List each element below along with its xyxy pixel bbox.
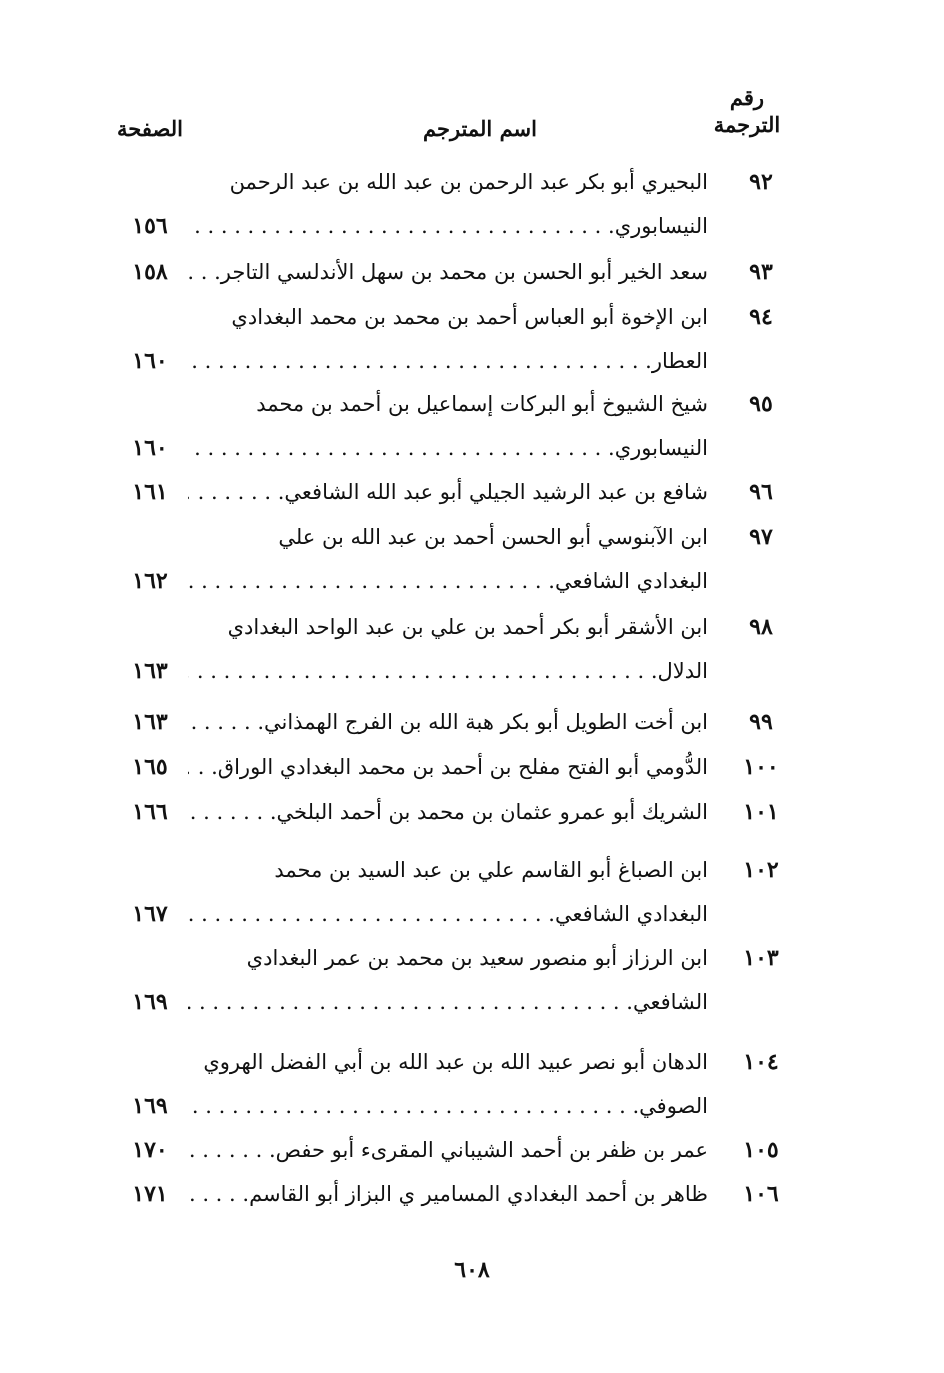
entry-page: ١٦٩ [132,989,168,1015]
entry-name-line: الدُّومي أبو الفتح مفلح بن أحمد بن محمد البغدادي الوراق . . . [188,745,708,789]
entry-name-line: الصوفي . . . [188,1084,708,1128]
entry-number: ٩٢ [749,169,773,195]
entry-name-line: شيخ الشيوخ أبو البركات إسماعيل بن أحمد بن محمد [256,392,708,416]
column-header-name: اسم المترجم [423,116,537,141]
entry-number: ١٠٢ [743,857,779,883]
entry-name [188,160,708,248]
entry-page: ١٦٠ [132,435,168,461]
entry-page: ١٦٣ [132,658,168,684]
entry-name [188,1040,708,1128]
entry-name-line: سعد الخير أبو الحسن بن محمد بن سهل الأندلسي التاجر . . . [188,250,708,294]
entry-number: ١٠٦ [743,1181,779,1207]
entry-name-line: الشريك أبو عمرو عثمان بن محمد بن أحمد البلخي . . . [188,790,708,834]
entry-name-line: البغدادي الشافعي . . . [188,559,708,603]
entry-name [188,470,708,514]
entry-page: ١٦٠ [132,348,168,374]
entry-name [188,515,708,603]
entry-number: ٩٥ [749,391,773,417]
entry-page: ١٧١ [132,1181,168,1207]
entry-page: ١٥٦ [132,213,168,239]
entry-number: ١٠٣ [743,945,779,971]
entry-name-line: ابن الأشقر أبو بكر أحمد بن علي بن عبد الواحد البغدادي [227,615,708,639]
entry-number: ٩٧ [749,524,773,550]
entry-name-line: البحيري أبو بكر عبد الرحمن بن عبد الله بن عبد الرحمن [229,170,708,194]
entry-number: ١٠١ [743,799,779,825]
entry-number: ٩٣ [749,259,773,285]
entry-name [188,700,708,744]
entry-name [188,605,708,693]
entry-name [188,848,708,936]
entry-number: ٩٨ [749,614,773,640]
entry-name-line: البغدادي الشافعي . . . [188,892,708,936]
entry-name-line: ابن الآبنوسي أبو الحسن أحمد بن عبد الله بن علي [278,525,708,549]
entry-name [188,1172,708,1216]
entry-name-line: العطار . . . [188,339,708,383]
entry-name-line: الدهان أبو نصر عبيد الله بن عبد الله بن أبي الفضل الهروي [203,1050,708,1074]
column-header-number: رقم الترجمة [713,85,781,137]
entry-page: ١٥٨ [132,259,168,285]
entry-name-line: ابن الرزاز أبو منصور سعيد بن محمد بن عمر البغدادي [246,946,708,970]
page-number: ٦٠٨ [454,1257,490,1283]
entry-number: ١٠٠ [743,754,779,780]
entry-name [188,1128,708,1172]
entry-name [188,250,708,294]
entry-number: ١٠٥ [743,1137,779,1163]
entry-name [188,295,708,383]
entry-name [188,382,708,470]
column-header-page: الصفحة [117,116,183,141]
entry-page: ١٦٦ [132,799,168,825]
entry-page: ١٦٥ [132,754,168,780]
entry-name [188,936,708,1024]
entry-name-line: ابن الإخوة أبو العباس أحمد بن محمد بن محمد البغدادي [231,305,708,329]
entry-name-line: الدلال . . . [188,649,708,693]
entry-number: ٩٦ [749,479,773,505]
entry-name [188,745,708,789]
entry-page: ١٦٩ [132,1093,168,1119]
entry-name-line: ابن أخت الطويل أبو بكر هبة الله بن الفرج الهمذاني . . . [188,700,708,744]
entry-name-line: ظاهر بن أحمد البغدادي المسامير ي البزاز أبو القاسم . . . [188,1172,708,1216]
entry-number: ٩٤ [749,304,773,330]
entry-page: ١٦٢ [132,568,168,594]
entry-name-line: شافع بن عبد الرشيد الجيلي أبو عبد الله الشافعي . . . [188,470,708,514]
entry-page: ١٦٧ [132,901,168,927]
entry-name-line: ابن الصباغ أبو القاسم علي بن عبد السيد بن محمد [274,858,708,882]
entry-name-line: الشافعي . . . [188,980,708,1024]
entry-number: ١٠٤ [743,1049,779,1075]
entry-number: ٩٩ [749,709,773,735]
entry-page: ١٦١ [132,479,168,505]
entry-page: ١٧٠ [132,1137,168,1163]
entry-name-line: عمر بن ظفر بن أحمد الشيباني المقرىء أبو حفص . . . [188,1128,708,1172]
entry-name [188,790,708,834]
entry-name-line: النيسابوري . . . [188,426,708,470]
entry-page: ١٦٣ [132,709,168,735]
entry-name-line: النيسابوري . . . [188,204,708,248]
